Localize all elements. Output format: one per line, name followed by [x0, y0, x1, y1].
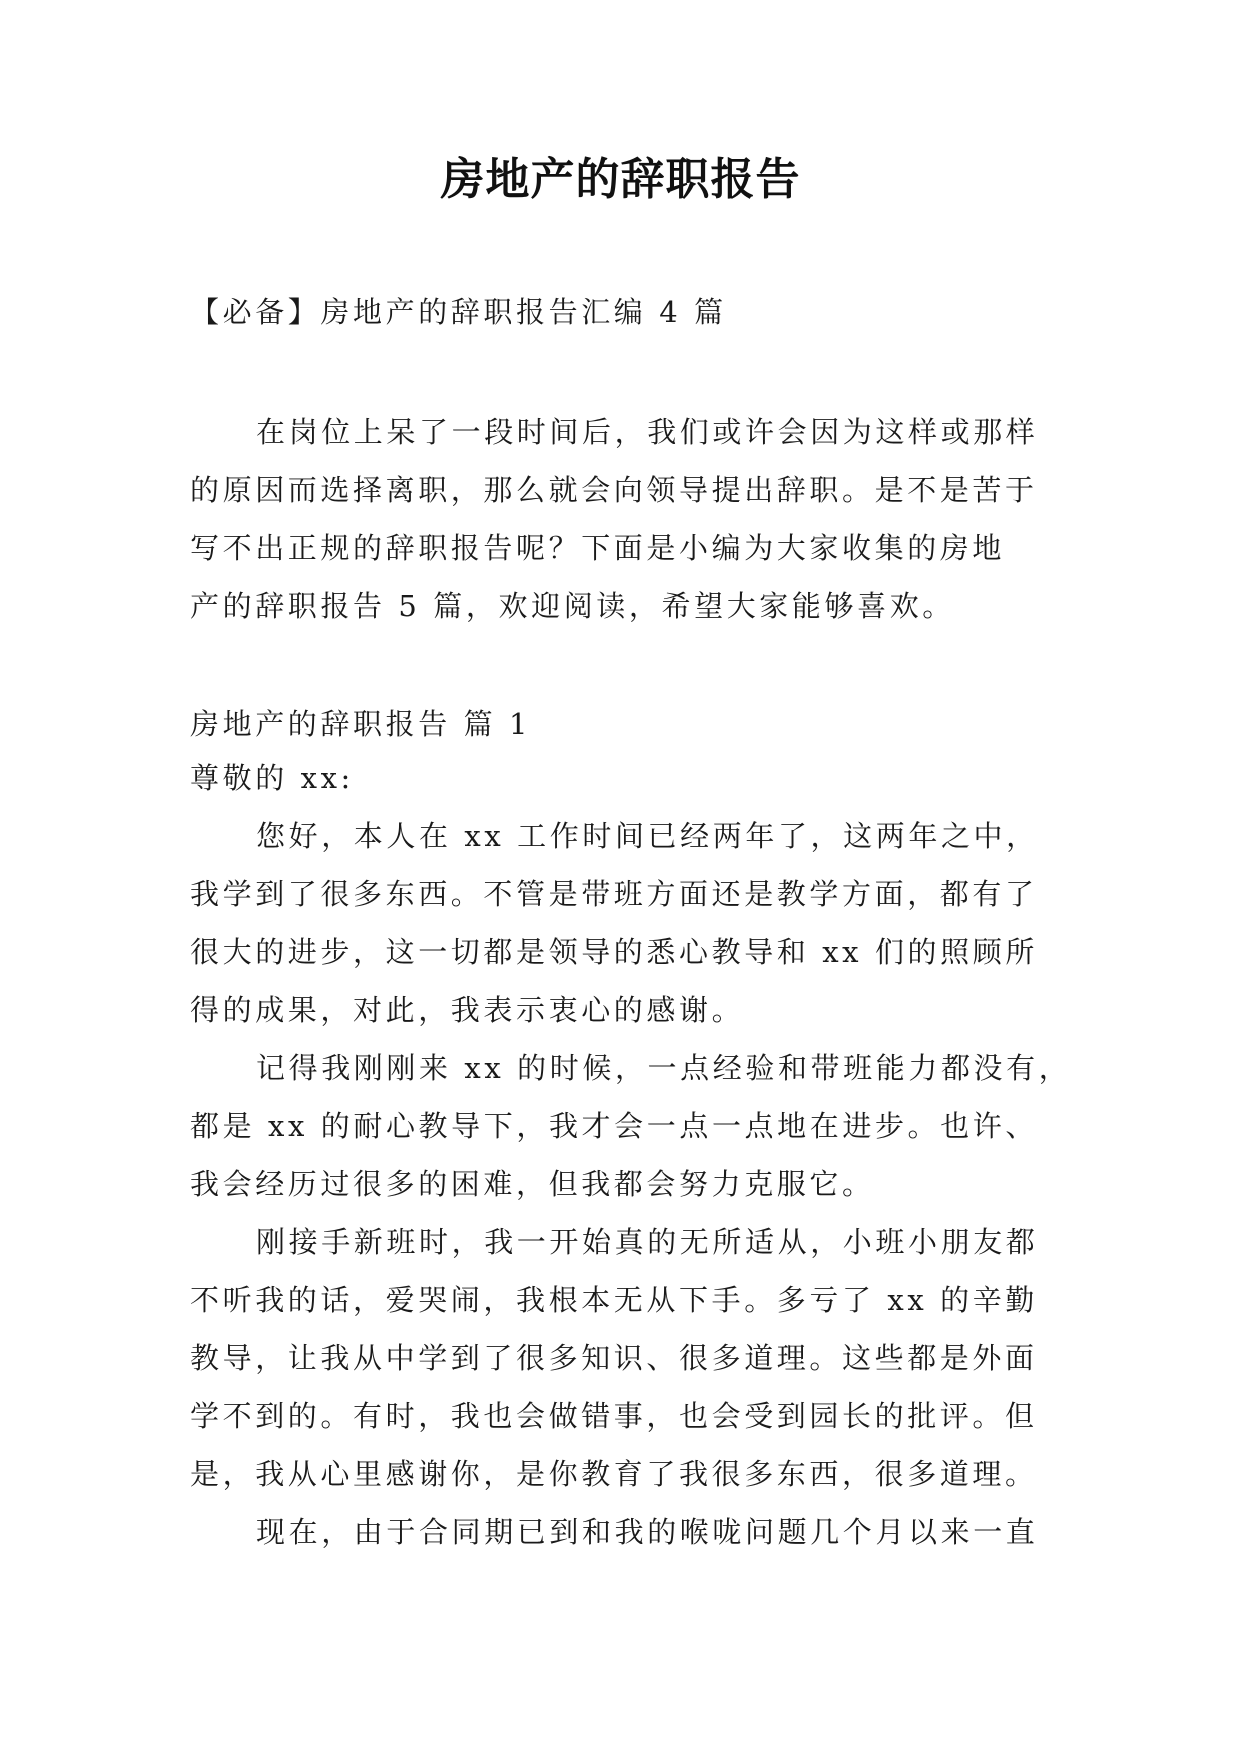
paragraph-line: 学不到的。有时，我也会做错事，也会受到园长的批评。但: [190, 1399, 1038, 1433]
paragraph-line: 记得我刚刚来 xx 的时候，一点经验和带班能力都没有，: [256, 1051, 1072, 1085]
paragraph-line: 现在，由于合同期已到和我的喉咙问题几个月以来一直: [256, 1515, 1039, 1549]
paragraph-line: 您好，本人在 xx 工作时间已经两年了，这两年之中，: [256, 819, 1039, 853]
paragraph-line: 不听我的话，爱哭闹，我根本无从下手。多亏了 xx 的辛勤: [190, 1283, 1038, 1317]
section-heading: 房地产的辞职报告 篇 1: [190, 707, 532, 741]
paragraph-line: 我会经历过很多的困难，但我都会努力克服它。: [190, 1167, 875, 1201]
intro-line: 产的辞职报告 5 篇，欢迎阅读，希望大家能够喜欢。: [190, 589, 955, 623]
document-title: 房地产的辞职报告: [440, 154, 801, 205]
salutation: 尊敬的 xx:: [190, 761, 354, 795]
paragraph-line: 教导，让我从中学到了很多知识、很多道理。这些都是外面: [190, 1341, 1038, 1375]
document-subtitle: 【必备】房地产的辞职报告汇编 4 篇: [190, 295, 727, 329]
paragraph-line: 是，我从心里感谢你，是你教育了我很多东西，很多道理。: [190, 1457, 1038, 1491]
paragraph-line: 很大的进步，这一切都是领导的悉心教导和 xx 们的照顾所: [190, 935, 1038, 969]
paragraph-line: 我学到了很多东西。不管是带班方面还是教学方面，都有了: [190, 877, 1038, 911]
intro-line: 在岗位上呆了一段时间后，我们或许会因为这样或那样: [256, 415, 1039, 449]
paragraph-line: 刚接手新班时，我一开始真的无所适从，小班小朋友都: [256, 1225, 1039, 1259]
paragraph-line: 得的成果，对此，我表示衷心的感谢。: [190, 993, 745, 1027]
paragraph-line: 都是 xx 的耐心教导下，我才会一点一点地在进步。也许、: [190, 1109, 1038, 1143]
intro-line: 的原因而选择离职，那么就会向领导提出辞职。是不是苦于: [190, 473, 1038, 507]
intro-line: 写不出正规的辞职报告呢？下面是小编为大家收集的房地: [190, 531, 1006, 565]
